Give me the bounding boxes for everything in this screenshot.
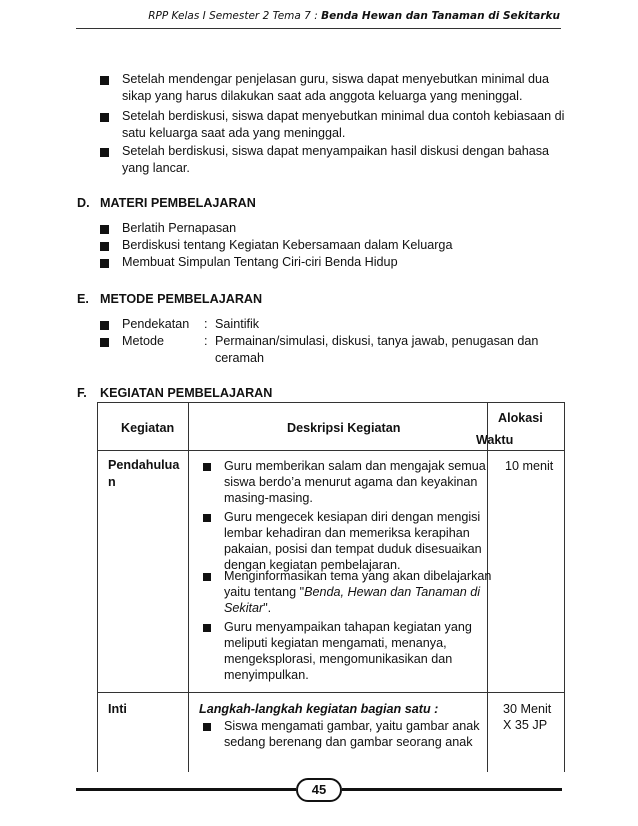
activity-line: Siswa mengamati gambar, yaitu gambar anak (224, 719, 480, 733)
theme-name: Benda, Hewan dan Tanaman di (304, 585, 481, 599)
objective-line: Setelah berdiskusi, siswa dapat menyampaikan hasil diskusi dengan bahasa (122, 144, 550, 158)
header-title: Benda Hewan dan Tanaman di Sekitarku (321, 10, 560, 22)
metode-label: Pendekatan (122, 317, 190, 331)
bullet-icon (100, 225, 109, 234)
column-divider (487, 402, 488, 772)
metode-value: Saintifik (215, 317, 260, 331)
footer-rule-right (342, 788, 562, 791)
row-divider (97, 692, 565, 693)
row-label-inti: Inti (108, 702, 127, 716)
objective-line: Setelah berdiskusi, siswa dapat menyebutkan minimal dua contoh kebiasaan di (122, 109, 565, 123)
section-e-title: METODE PEMBELAJARAN (100, 292, 263, 306)
time-inti: 30 Menit (503, 702, 552, 716)
row-label-pendahuluan: n (108, 475, 116, 489)
activity-line: masing-masing. (224, 491, 313, 505)
activity-line: meliputi kegiatan mengamati, menanya, (224, 636, 447, 650)
bullet-icon (100, 259, 109, 268)
bullet-icon (203, 573, 211, 581)
objective-line: Setelah mendengar penjelasan guru, siswa dapat menyebutkan minimal dua (122, 72, 550, 86)
section-f-letter: F. (77, 386, 87, 400)
footer-rule-left (76, 788, 296, 791)
metode-value: Permainan/simulasi, diskusi, tanya jawab, penugasan dan (215, 334, 539, 348)
section-e-letter: E. (77, 292, 89, 306)
materi-item: Berlatih Pernapasan (122, 221, 237, 235)
bullet-icon (100, 242, 109, 251)
materi-item: Membuat Simpulan Tentang Ciri-ciri Benda Hidup (122, 255, 398, 269)
bullet-icon (100, 76, 109, 85)
time-inti: X 35 JP (503, 718, 548, 732)
activity-line: lembar kehadiran dan memeriksa kerapihan (224, 526, 470, 540)
bullet-icon (100, 338, 109, 347)
activity-line (224, 584, 480, 600)
activity-line (224, 600, 271, 616)
activity-line: Menginformasikan tema yang akan dibelajarkan (224, 569, 492, 583)
header-kegiatan: Kegiatan (121, 421, 175, 435)
metode-separator: : (204, 334, 208, 348)
bullet-icon (203, 463, 211, 471)
activity-text: yaitu tentang " (224, 585, 305, 599)
metode-value: ceramah (215, 351, 264, 365)
theme-name: Sekitar (224, 601, 264, 615)
section-d-title: MATERI PEMBELAJARAN (100, 196, 256, 210)
inti-heading: Langkah-langkah kegiatan bagian satu : (199, 702, 439, 716)
activity-text: ". (263, 601, 272, 615)
row-divider (97, 450, 565, 451)
activity-line: menyimpulkan. (224, 668, 309, 682)
header-rule (76, 28, 561, 29)
header-alokasi: Alokasi (498, 411, 543, 425)
activity-line: mengeksplorasi, mengomunikasikan dan (224, 652, 453, 666)
bullet-icon (203, 723, 211, 731)
time-pendahuluan: 10 menit (505, 459, 554, 473)
activity-line: pakaian, posisi dan tempat duduk disesuaikan (224, 542, 482, 556)
header-deskripsi: Deskripsi Kegiatan (287, 421, 401, 435)
section-d-letter: D. (77, 196, 90, 210)
activity-line: Guru menyampaikan tahapan kegiatan yang (224, 620, 472, 634)
header-waktu: Waktu (476, 433, 514, 447)
objective-line: sikap yang harus dilakukan saat ada anggota keluarga yang meninggal. (122, 89, 523, 103)
header-prefix: RPP Kelas I Semester 2 Tema 7 : (148, 10, 322, 22)
column-divider (188, 402, 189, 772)
metode-label: Metode (122, 334, 165, 348)
objective-line: yang lancar. (122, 161, 190, 175)
bullet-icon (100, 148, 109, 157)
bullet-icon (203, 514, 211, 522)
activity-line: sedang berenang dan gambar seorang anak (224, 735, 473, 749)
activity-line: dengan kegiatan pembelajaran. (224, 558, 401, 572)
materi-item: Berdiskusi tentang Kegiatan Kebersamaan dalam Keluarga (122, 238, 453, 252)
section-f-title: KEGIATAN PEMBELAJARAN (100, 386, 273, 400)
activity-line: siswa berdo’a menurut agama dan keyakinan (224, 475, 478, 489)
activity-line: Guru mengecek kesiapan diri dengan mengisi (224, 510, 481, 524)
row-label-pendahuluan: Pendahulua (108, 458, 180, 472)
page-number: 45 (296, 778, 342, 802)
activity-line: Guru memberikan salam dan mengajak semua (224, 459, 486, 473)
bullet-icon (100, 113, 109, 122)
metode-separator: : (204, 317, 208, 331)
bullet-icon (203, 624, 211, 632)
running-header (0, 10, 560, 22)
objective-line: satu keluarga saat ada yang meninggal. (122, 126, 346, 140)
bullet-icon (100, 321, 109, 330)
